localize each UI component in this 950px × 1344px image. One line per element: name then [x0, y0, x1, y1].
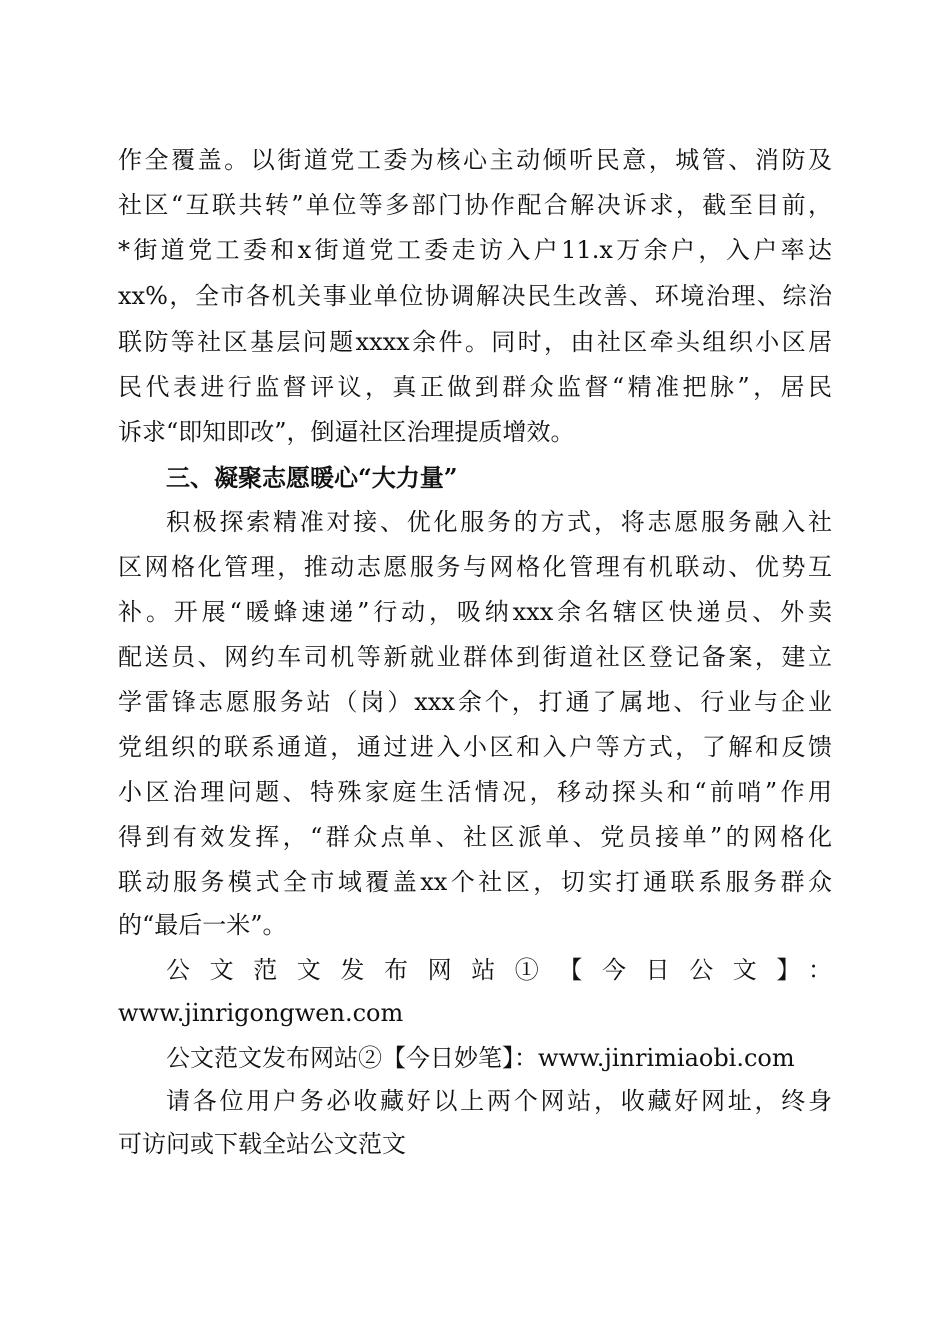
- paragraph-line: 民代表进行监督评议，真正做到群众监督“精准把脉”，居民: [118, 373, 832, 401]
- footer-note: 请各位用户务必收藏好以上两个网站，收藏好网址，终身: [166, 1087, 832, 1115]
- paragraph-line: 社区“互联共转”单位等多部门协作配合解决诉求，截至目前，: [118, 191, 832, 219]
- paragraph-line: 党组织的联系通道，通过进入小区和入户等方式，了解和反馈: [118, 733, 832, 761]
- paragraph-line: 得到有效发挥，“群众点单、社区派单、党员接单”的网格化: [118, 823, 832, 851]
- paragraph-line: 配送员、网约车司机等新就业群体到街道社区登记备案，建立: [118, 643, 832, 671]
- footer-note: 可访问或下载全站公文范文: [118, 1130, 406, 1158]
- paragraph-line: 小区治理问题、特殊家庭生活情况，移动探头和“前哨”作用: [118, 778, 832, 806]
- paragraph-line: xx%，全市各机关事业单位协调解决民生改善、环境治理、综治: [118, 282, 832, 310]
- paragraph-line: 区网格化管理，推动志愿服务与网格化管理有机联动、优势互: [118, 553, 832, 581]
- paragraph-line: 联防等社区基层问题xxxx余件。同时，由社区牵头组织小区居: [118, 328, 832, 356]
- paragraph-line: 积极探索精准对接、优化服务的方式，将志愿服务融入社: [166, 508, 832, 536]
- paragraph-line: 的“最后一米”。: [118, 911, 287, 939]
- footer-site-2[interactable]: 公文范文发布网站②【今日妙笔】：www.jinrimiaobi.com: [166, 1044, 795, 1072]
- footer-site-1-url[interactable]: www.jinrigongwen.com: [118, 999, 404, 1027]
- section-heading: 三、凝聚志愿暖心“大力量”: [166, 463, 458, 492]
- paragraph-line: 补。开展“暖蜂速递”行动，吸纳xxx余名辖区快递员、外卖: [118, 598, 832, 626]
- footer-site-1-label: 公文范文发布网站①【今日公文】：: [166, 956, 832, 984]
- paragraph-line: 诉求“即知即改”，倒逼社区治理提质增效。: [118, 418, 575, 446]
- paragraph-line: 学雷锋志愿服务站（岗）xxx余个，打通了属地、行业与企业: [118, 688, 832, 716]
- paragraph-line: 联动服务模式全市域覆盖xx个社区，切实打通联系服务群众: [118, 868, 832, 896]
- paragraph-line: *街道党工委和x街道党工委走访入户11.x万余户，入户率达: [118, 236, 832, 264]
- paragraph-line: 作全覆盖。以街道党工委为核心主动倾听民意，城管、消防及: [118, 146, 832, 174]
